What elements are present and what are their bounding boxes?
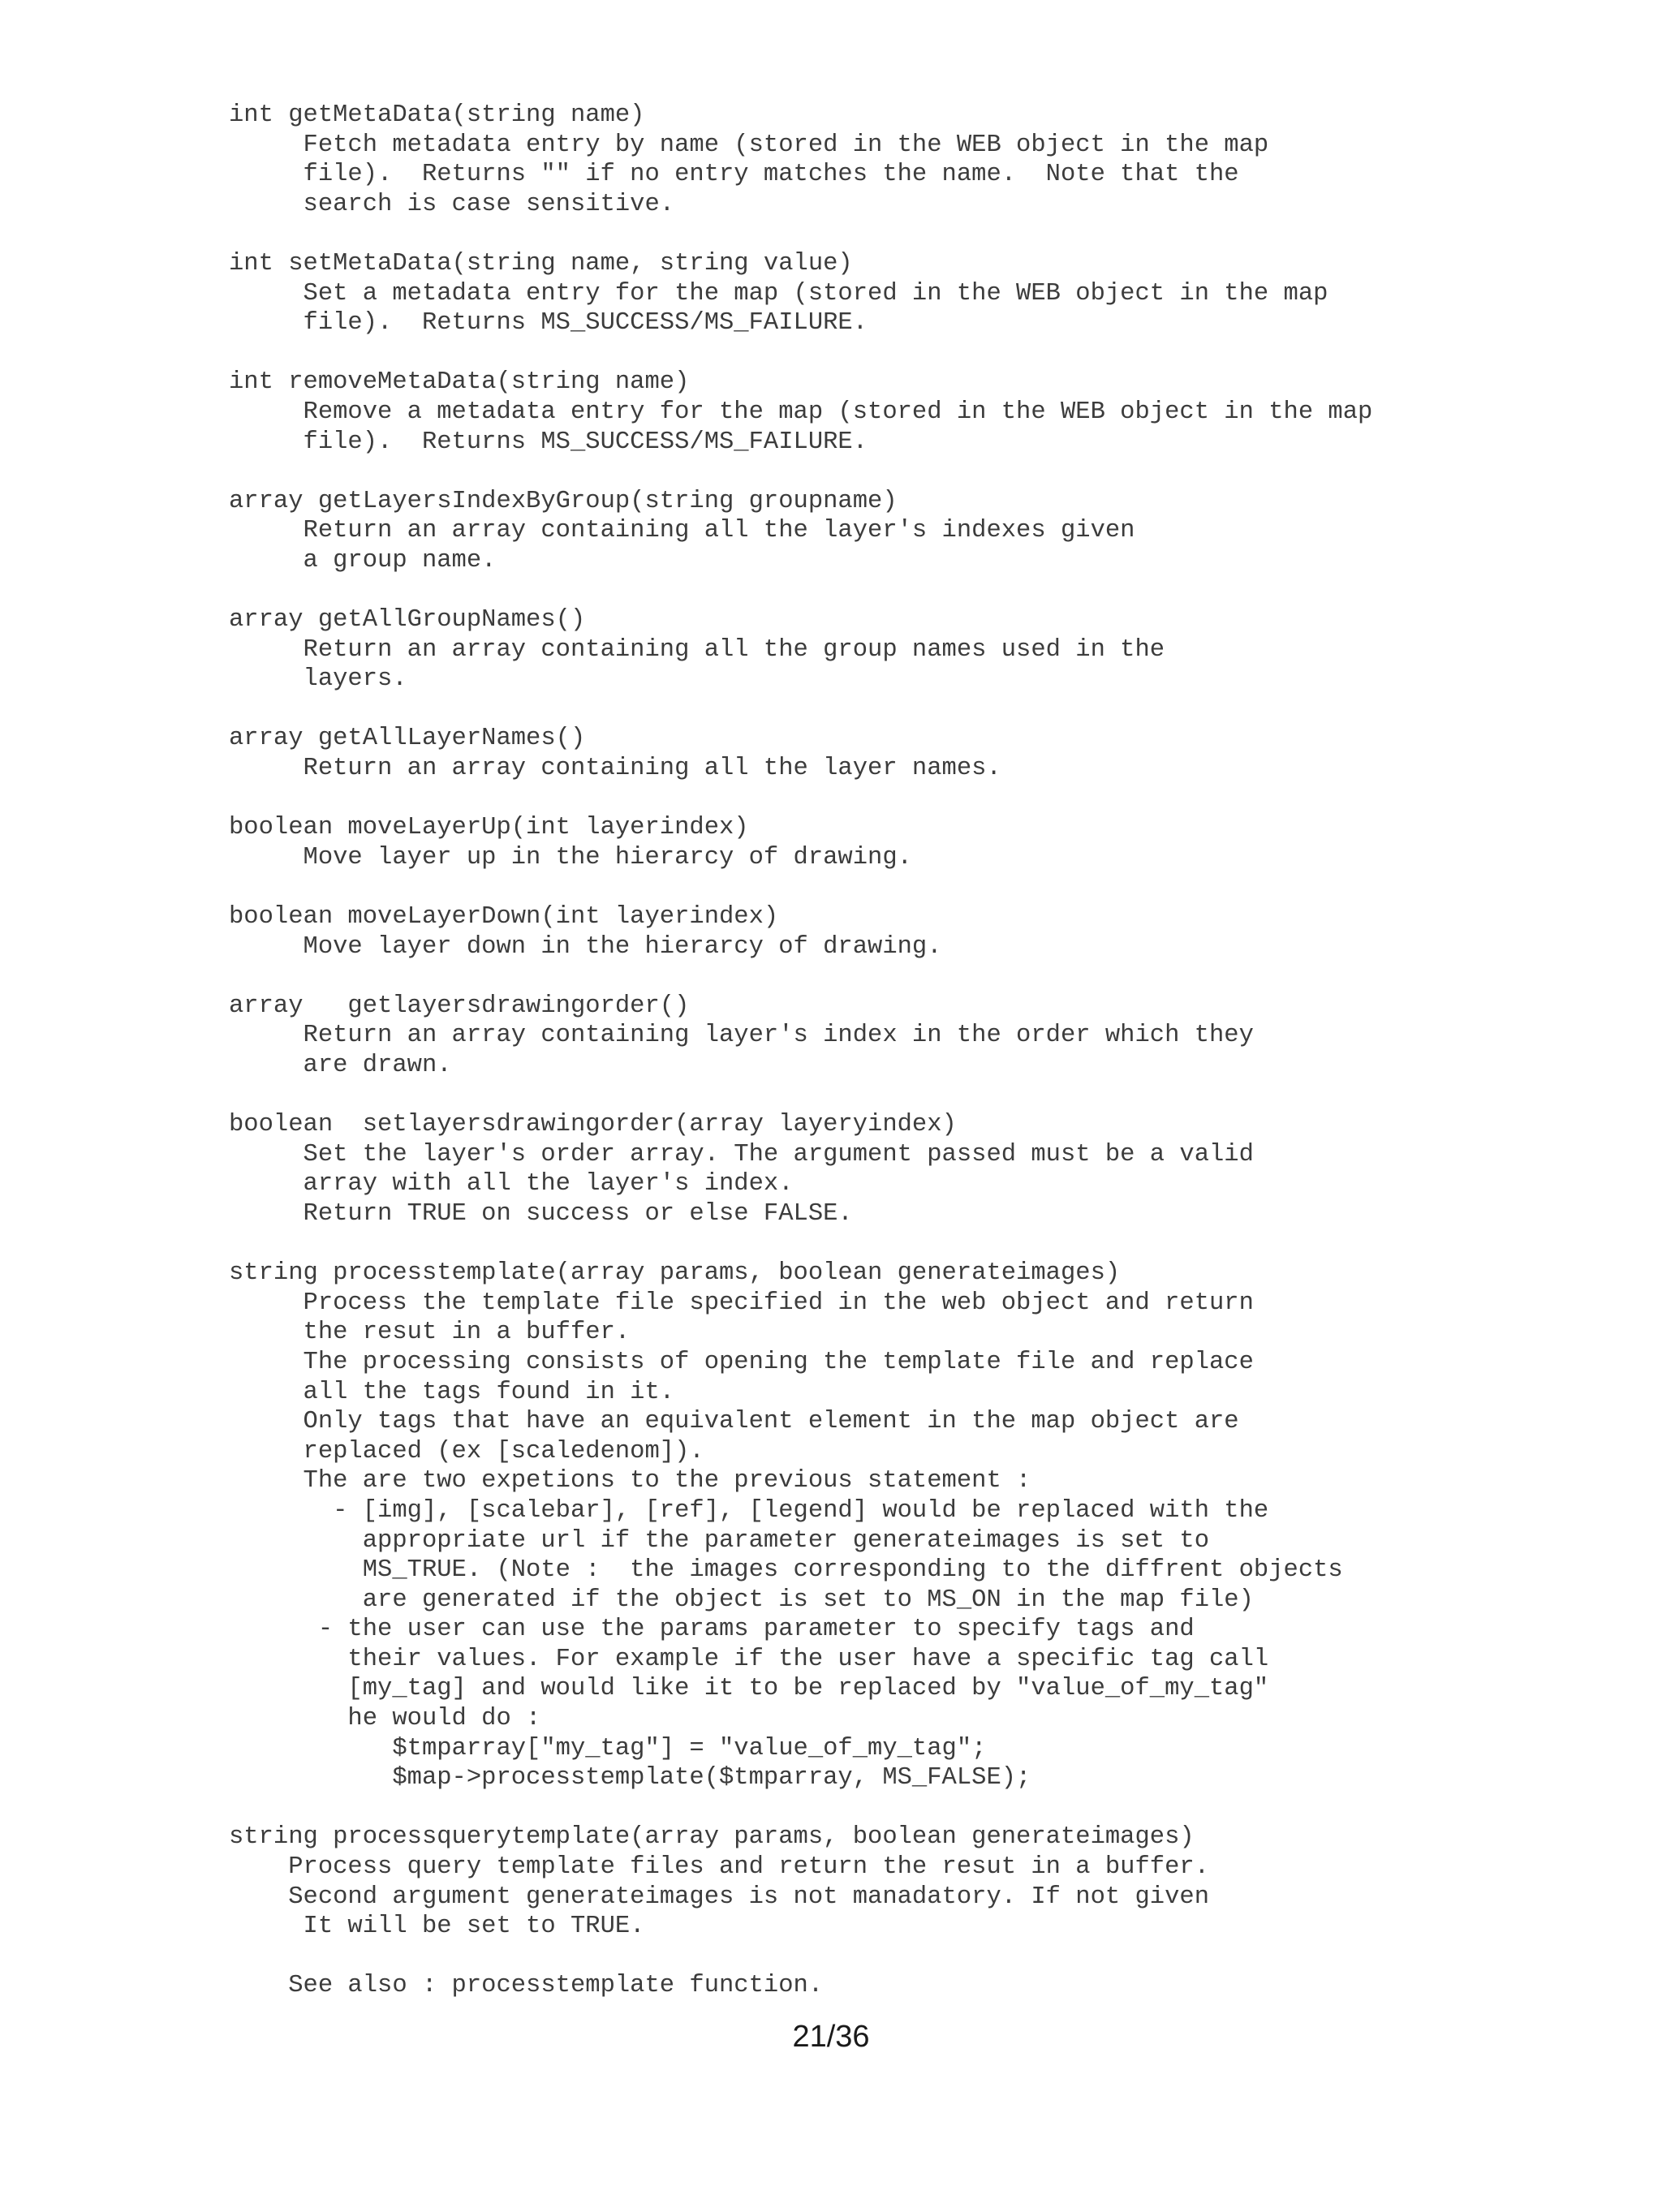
description-line: Return an array containing all the layer names. bbox=[229, 755, 1001, 783]
section-gap bbox=[229, 695, 1608, 725]
description-line: $map->processtemplate($tmparray, MS_FALSE); bbox=[229, 1764, 1031, 1792]
section-gap bbox=[229, 962, 1608, 992]
function-entry bbox=[229, 487, 1608, 576]
function-signature: array getAllLayerNames() bbox=[229, 725, 586, 753]
description-line: Process query template files and return the resut in a buffer. bbox=[229, 1853, 1209, 1882]
description-line: layers. bbox=[229, 665, 407, 694]
description-line: It will be set to TRUE. bbox=[229, 1913, 645, 1941]
description-line: file). Returns MS_SUCCESS/MS_FAILURE. bbox=[229, 309, 868, 338]
function-signature: string processtemplate(array params, boolean generateimages) bbox=[229, 1259, 1121, 1288]
description-line: Move layer up in the hierarcy of drawing. bbox=[229, 843, 912, 871]
function-signature: string processquerytemplate(array params, boolean generateimages) bbox=[229, 1823, 1195, 1852]
function-entry bbox=[229, 992, 1608, 1081]
description-line: are generated if the object is set to MS_ON in the map file) bbox=[229, 1586, 1254, 1614]
function-entry bbox=[229, 1259, 1608, 1793]
function-signature: boolean moveLayerDown(int layerindex) bbox=[229, 903, 779, 932]
description-line: Only tags that have an equivalent element in the map object are bbox=[229, 1408, 1239, 1436]
description-line: their values. For example if the user have a specific tag call bbox=[229, 1645, 1269, 1673]
description-line: Remove a metadata entry for the map (stored in the WEB object in the map bbox=[229, 398, 1373, 426]
document-body bbox=[229, 101, 1608, 2001]
function-entry bbox=[229, 1110, 1608, 1229]
function-entry bbox=[229, 724, 1608, 783]
description-line: Process the template file specified in the web object and return bbox=[229, 1289, 1254, 1317]
description-line: Return an array containing all the group names used in the bbox=[229, 635, 1165, 664]
function-signature: array getAllGroupNames() bbox=[229, 606, 586, 635]
function-entry bbox=[229, 249, 1608, 338]
description-line: Return an array containing layer's index in the order which they bbox=[229, 1022, 1254, 1050]
function-signature: int getMetaData(string name) bbox=[229, 101, 645, 129]
description-line: appropriate url if the parameter generateimages is set to bbox=[229, 1526, 1209, 1555]
description-line: all the tags found in it. bbox=[229, 1378, 675, 1406]
function-signature: boolean setlayersdrawingorder(array layeryindex) bbox=[229, 1111, 957, 1139]
description-line: - [img], [scalebar], [ref], [legend] would be replaced with the bbox=[229, 1496, 1269, 1525]
description-line: Second argument generateimages is not manadatory. If not given bbox=[229, 1883, 1209, 1911]
function-entry bbox=[229, 368, 1608, 457]
function-signature: array getLayersIndexByGroup(string groupname) bbox=[229, 487, 898, 515]
description-line: Set a metadata entry for the map (stored in the WEB object in the map bbox=[229, 279, 1328, 308]
description-line: See also : processtemplate function. bbox=[229, 1972, 824, 2000]
description-line: he would do : bbox=[229, 1705, 541, 1733]
description-line: Fetch metadata entry by name (stored in the WEB object in the map bbox=[229, 131, 1269, 159]
description-line: The processing consists of opening the template file and replace bbox=[229, 1348, 1254, 1376]
description-line: Set the layer's order array. The argument passed must be a valid bbox=[229, 1140, 1254, 1168]
function-entry bbox=[229, 605, 1608, 695]
description-line: are drawn. bbox=[229, 1052, 452, 1079]
function-signature: array getlayersdrawingorder() bbox=[229, 992, 690, 1020]
section-gap bbox=[229, 1229, 1608, 1259]
description-line: [my_tag] and would like it to be replaced by "value_of_my_tag" bbox=[229, 1675, 1269, 1703]
function-entry bbox=[229, 902, 1608, 962]
description-line: search is case sensitive. bbox=[229, 190, 675, 218]
section-gap bbox=[229, 1793, 1608, 1823]
function-entry bbox=[229, 101, 1608, 219]
section-gap bbox=[229, 457, 1608, 487]
function-signature: int setMetaData(string name, string value) bbox=[229, 249, 853, 278]
section-gap bbox=[229, 784, 1608, 814]
description-line: the resut in a buffer. bbox=[229, 1319, 631, 1347]
description-line: a group name. bbox=[229, 546, 497, 575]
description-line: Return TRUE on success or else FALSE. bbox=[229, 1199, 853, 1228]
description-line: $tmparray["my_tag"] = "value_of_my_tag"; bbox=[229, 1734, 987, 1762]
description-line: file). Returns "" if no entry matches the name. Note that the bbox=[229, 161, 1239, 189]
description-line: replaced (ex [scaledenom]). bbox=[229, 1437, 704, 1465]
function-entry bbox=[229, 1823, 1608, 2001]
function-signature: int removeMetaData(string name) bbox=[229, 368, 690, 397]
description-line: The are two expetions to the previous statement : bbox=[229, 1467, 1031, 1495]
page-number: 21/36 bbox=[792, 2020, 870, 2054]
description-line: Move layer down in the hierarcy of drawing. bbox=[229, 932, 942, 961]
description-line: array with all the layer's index. bbox=[229, 1170, 794, 1199]
description-line: MS_TRUE. (Note : the images corresponding to the diffrent objects bbox=[229, 1556, 1343, 1585]
blank-line bbox=[229, 1942, 1608, 1972]
function-signature: boolean moveLayerUp(int layerindex) bbox=[229, 814, 749, 842]
section-gap bbox=[229, 576, 1608, 606]
description-line: - the user can use the params parameter to specify tags and bbox=[229, 1616, 1195, 1644]
section-gap bbox=[229, 338, 1608, 368]
function-entry bbox=[229, 813, 1608, 872]
description-line: Return an array containing all the layer's indexes given bbox=[229, 517, 1135, 545]
section-gap bbox=[229, 1081, 1608, 1111]
section-gap bbox=[229, 872, 1608, 902]
section-gap bbox=[229, 219, 1608, 249]
description-line: file). Returns MS_SUCCESS/MS_FAILURE. bbox=[229, 428, 868, 456]
